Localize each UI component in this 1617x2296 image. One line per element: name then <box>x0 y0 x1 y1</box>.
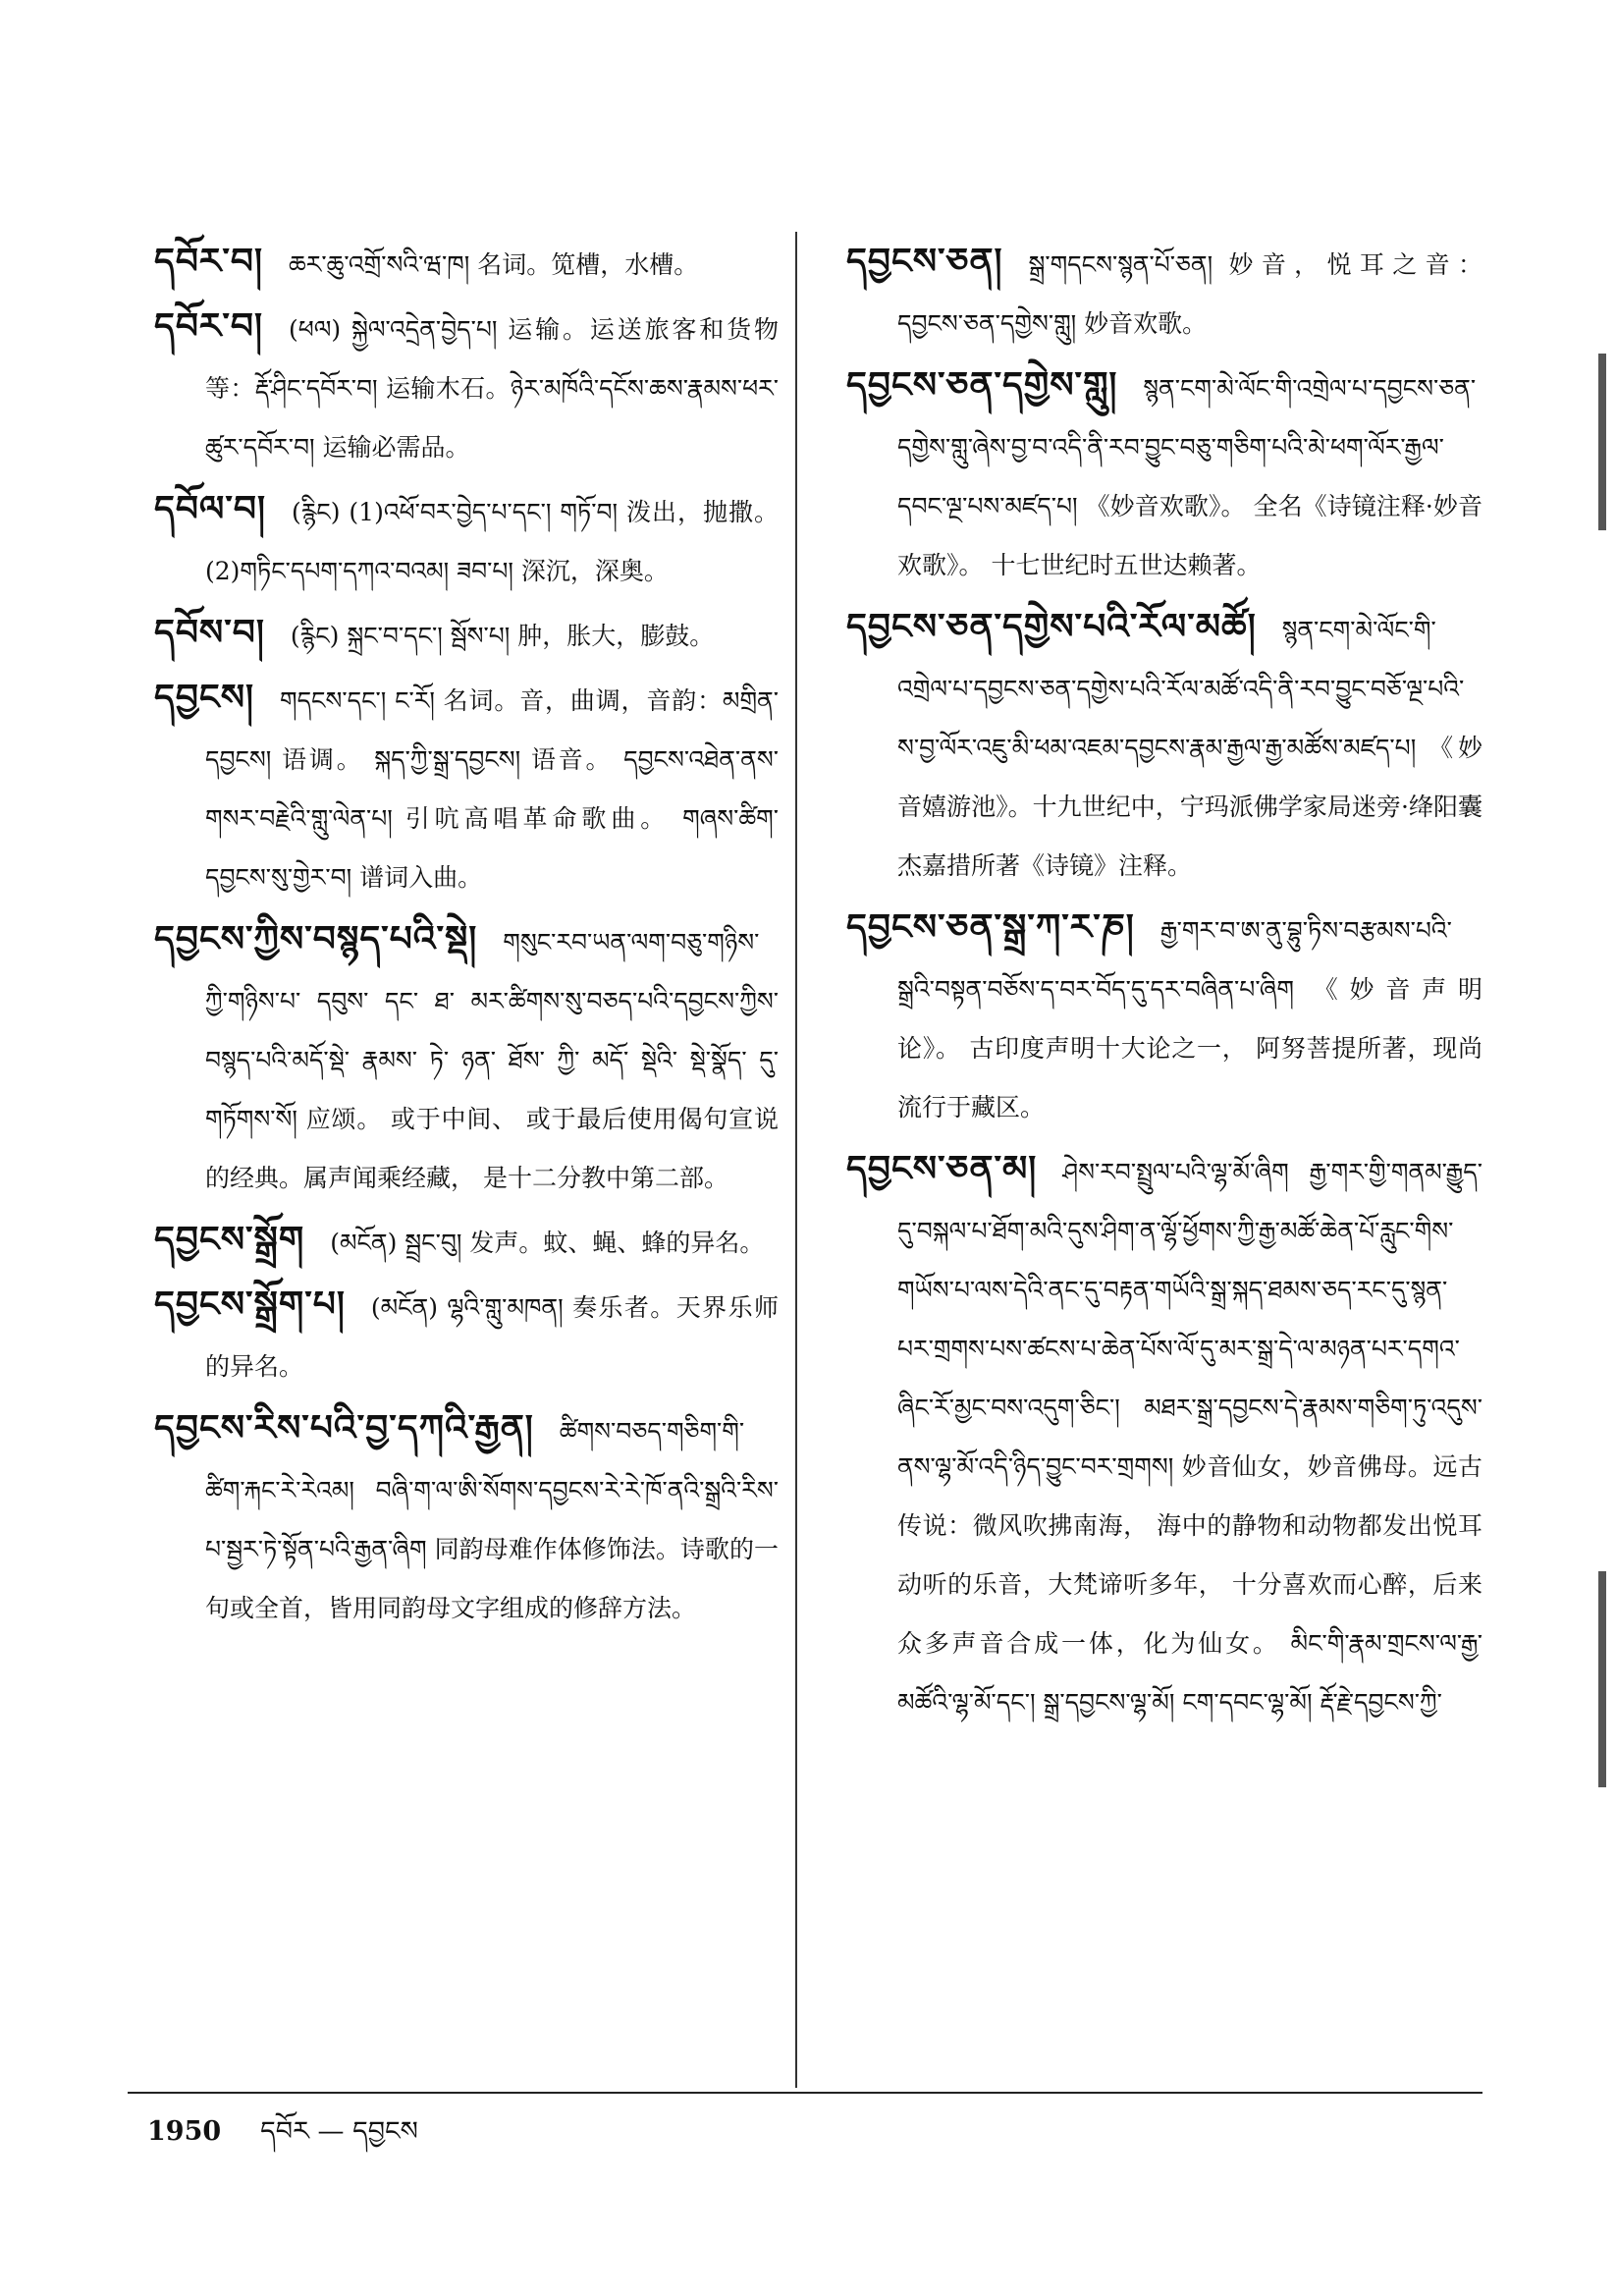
page-number: 1950 <box>147 2116 222 2147</box>
headword: དབྱངས་ཅན་སྒྲ་ཀ་ར་ཎ། <box>846 906 1135 948</box>
dictionary-entry <box>154 297 779 477</box>
scan-edge-mark <box>1598 354 1606 530</box>
dictionary-entry <box>154 1275 779 1396</box>
definition: སྒྲ་གདངས་སྙན་པོ་ཅན། 妙音，悦耳之音：དབྱངས་ཅན་དགྱེས་གླུ། 妙音欢歌。 <box>897 250 1482 338</box>
page-footer <box>147 2102 418 2176</box>
column-divider <box>795 232 797 2088</box>
dictionary-entry <box>154 668 779 907</box>
definition: རྒྱ་གར་བ་ཨ་ནུ་བྷུ་ཏིས་བརྩམས་པའི་སྒྲའི་བསྟན་བཅོས་ད་བར་བོད་དུ་དར་བཞིན་པ་ཞིག 《妙音声明论》。 古印度声明十大论之一， 阿努菩提所著，现尚流行于藏区。 <box>897 916 1482 1121</box>
definition: གདངས་དང་། ང་རོ། 名词。音，曲调，音韵：མགྲིན་དབྱངས། 语调。 སྐད་ཀྱི་སྒྲ་དབྱངས། 语音。 དབྱངས་འཐེན་ནས་གསར་བརྗེའི་གླུ་ལེན་པ། 引吭高唱革命歌曲。 གཞས་ཚིག་དབྱངས་སུ་གྱེར་བ། 谱词入曲。 <box>205 686 779 892</box>
definition: (རྙིང) (1)འཕོ་བར་བྱེད་པ་དང་། གཏོ་བ། 泼出，抛撒。(2)གཏིང་དཔག་དཀའ་བའམ། ཟབ་པ། 深沉，深奥。 <box>205 498 779 585</box>
dictionary-entry <box>846 355 1482 595</box>
definition: (ཕལ) སྐྱེལ་འདྲེན་བྱེད་པ། 运输。运送旅客和货物等：རྡོ་ཤིང་དབོར་བ། 运输木石。ཉེར་མཁོའི་དངོས་ཆས་རྣམས་ཕར་ཚུར་དབོར་བ། 运输必需品。 <box>205 315 779 462</box>
dictionary-entry <box>846 898 1482 1137</box>
right-column <box>846 232 1482 1734</box>
headword: དབྱངས་ཅན་དགྱེས་པའི་རོལ་མཚོ། <box>846 606 1257 647</box>
definition: (རྙིང) སྐྲང་བ་དང་། སྦོས་པ། 肿，胀大，膨鼓。 <box>290 622 715 650</box>
definition: སྙན་ངག་མེ་ལོང་གི་འགྲེལ་པ་དབྱངས་ཅན་དགྱེས་གླུ་ཞེས་བྱ་བ་འདི་ནི་རབ་བྱུང་བཅུ་གཅིག་པའི་མེ་ཕག་ལོར་རྒྱལ་དབང་ལྔ་པས་མཛད་པ། 《妙音欢歌》。 全名《诗镜注释·妙音欢歌》。 十七世纪时五世达赖著。 <box>897 374 1482 579</box>
dictionary-entry <box>154 603 779 666</box>
scan-edge-mark <box>1598 1571 1606 1787</box>
headword: དབྱངས་ཅན་དགྱེས་གླུ། <box>846 364 1118 406</box>
headword: དབྱངས་ཅན་མ། <box>846 1148 1038 1189</box>
headword: དབྱངས་སྒྲོག་པ། <box>154 1284 346 1325</box>
definition: ཤེས་རབ་སྤྲུལ་པའི་ལྷ་མོ་ཞིག རྒྱ་གར་གྱི་གནམ་རྒྱུད་དུ་བསྐལ་པ་ཐོག་མའི་དུས་ཤིག་ན་ལྷོ་ཕྱོགས་ཀྱི་རྒྱ་མཚོ་ཆེན་པོ་རླུང་གིས་གཡོས་པ་ལས་དེའི་ནང་དུ་བརྟན་གཡོའི་སྒྲ་སྐད་ཐམས་ཅད་རང་དུ་སྙན་པར་གྲགས་པས་ཚངས་པ་ཆེན་པོས་ལོ་དུ་མར་སྒྲ་དེ་ལ་མཉན་པར་དགའ་ཞིང་རོ་མྱང་བས་འདུག་ཅིང་། མཐར་སྒྲ་དབྱངས་དེ་རྣམས་གཅིག་ཏུ་འདུས་ནས་ལྷ་མོ་འདི་ཉིད་བྱུང་བར་གྲགས། 妙音仙女，妙音佛母。远古传说：微风吹拂南海， 海中的静物和动物都发出悦耳动听的乐音，大梵谛听多年， 十分喜欢而心醉，后来众多声音合成一体，化为仙女。 མིང་གི་རྣམ་གྲངས་ལ་རྒྱ་མཚོའི་ལྷ་མོ་དང་། སྒྲ་དབྱངས་ལྷ་མོ། ངག་དབང་ལྷ་མོ། རྡོ་རྗེ་དབྱངས་ཀྱི་ <box>897 1158 1482 1717</box>
dictionary-entry <box>846 1139 1482 1732</box>
footer-rule <box>128 2092 1482 2094</box>
headword: དབོར་བ། <box>154 241 263 282</box>
dictionary-entry <box>846 597 1482 896</box>
dictionary-entry <box>154 909 779 1208</box>
headword: དབོལ་བ། <box>154 488 266 529</box>
headword: དབྱངས་ཅན། <box>846 241 1003 282</box>
dictionary-entry <box>154 232 779 295</box>
left-column <box>154 232 779 1640</box>
headword: དབོས་བ། <box>154 612 265 653</box>
dictionary-entry <box>154 1398 779 1638</box>
page-range: དབོར — དབྱངས <box>260 2116 418 2147</box>
dictionary-entry <box>154 479 779 601</box>
definition: ཆར་ཆུ་འགྲོ་སའི་ཝ་ཁ། 名词。笕槽，水槽。 <box>288 250 699 279</box>
definition: (མངོན) ལྷའི་གླུ་མཁན། 奏乐者。天界乐师的异名。 <box>205 1293 779 1381</box>
headword: དབྱངས་ཀྱིས་བསྙད་པའི་སྡེ། <box>154 918 478 959</box>
headword: དབྱངས་སྒྲོག <box>154 1219 305 1260</box>
definition: གསུང་རབ་ཡན་ལག་བཅུ་གཉིས་ཀྱི་གཉིས་པ་ དབུས་ དང་ ཐ་ མར་ཚིགས་སུ་བཅད་པའི་དབྱངས་ཀྱིས་བསྙད་པའི་མདོ་སྡེ་ རྣམས་ ཏེ་ ཉན་ ཐོས་ ཀྱི་ མདོ་ སྡེའི་ སྡེ་སྣོད་ དུ་གཏོགས་སོ། 应颂。 或于中间、 或于最后使用偈句宣说的经典。属声闻乘经藏， 是十二分教中第二部。 <box>205 928 779 1192</box>
definition: སྙན་ངག་མེ་ལོང་གི་འགྲེལ་པ་དབྱངས་ཅན་དགྱེས་པའི་རོལ་མཚོ་འདི་ནི་རབ་བྱུང་བཅོ་ལྔ་པའི་ས་བྱ་ལོར་འཇུ་མི་ཕམ་འཇམ་དབྱངས་རྣམ་རྒྱལ་རྒྱ་མཚོས་མཛད་པ། 《妙音嬉游池》。十九世纪中，宁玛派佛学家局迷旁·绛阳囊杰嘉措所著《诗镜》注释。 <box>897 616 1482 880</box>
headword: དབྱངས་རིས་པའི་བྱ་དཀའི་རྒྱན། <box>154 1407 534 1449</box>
dictionary-entry <box>154 1210 779 1273</box>
definition: (མངོན) སྦྲང་བུ། 发声。蚊、蝇、蜂的异名。 <box>330 1229 765 1257</box>
headword: དབོར་བ། <box>154 305 263 347</box>
dictionary-entry <box>846 232 1482 354</box>
headword: དབྱངས། <box>154 677 254 718</box>
definition: ཚིགས་བཅད་གཅིག་གི་ཚིག་རྐང་རེ་རེའམ། བཞི་ག་ལ་ཨི་སོགས་དབྱངས་རེ་རེ་ཁོ་ནའི་སྒྲའི་རིས་པ་སྦྱར་ཏེ་སྟོན་པའི་རྒྱན་ཞིག 同韵母难作体修饰法。诗歌的一句或全首，皆用同韵母文字组成的修辞方法。 <box>205 1417 779 1622</box>
